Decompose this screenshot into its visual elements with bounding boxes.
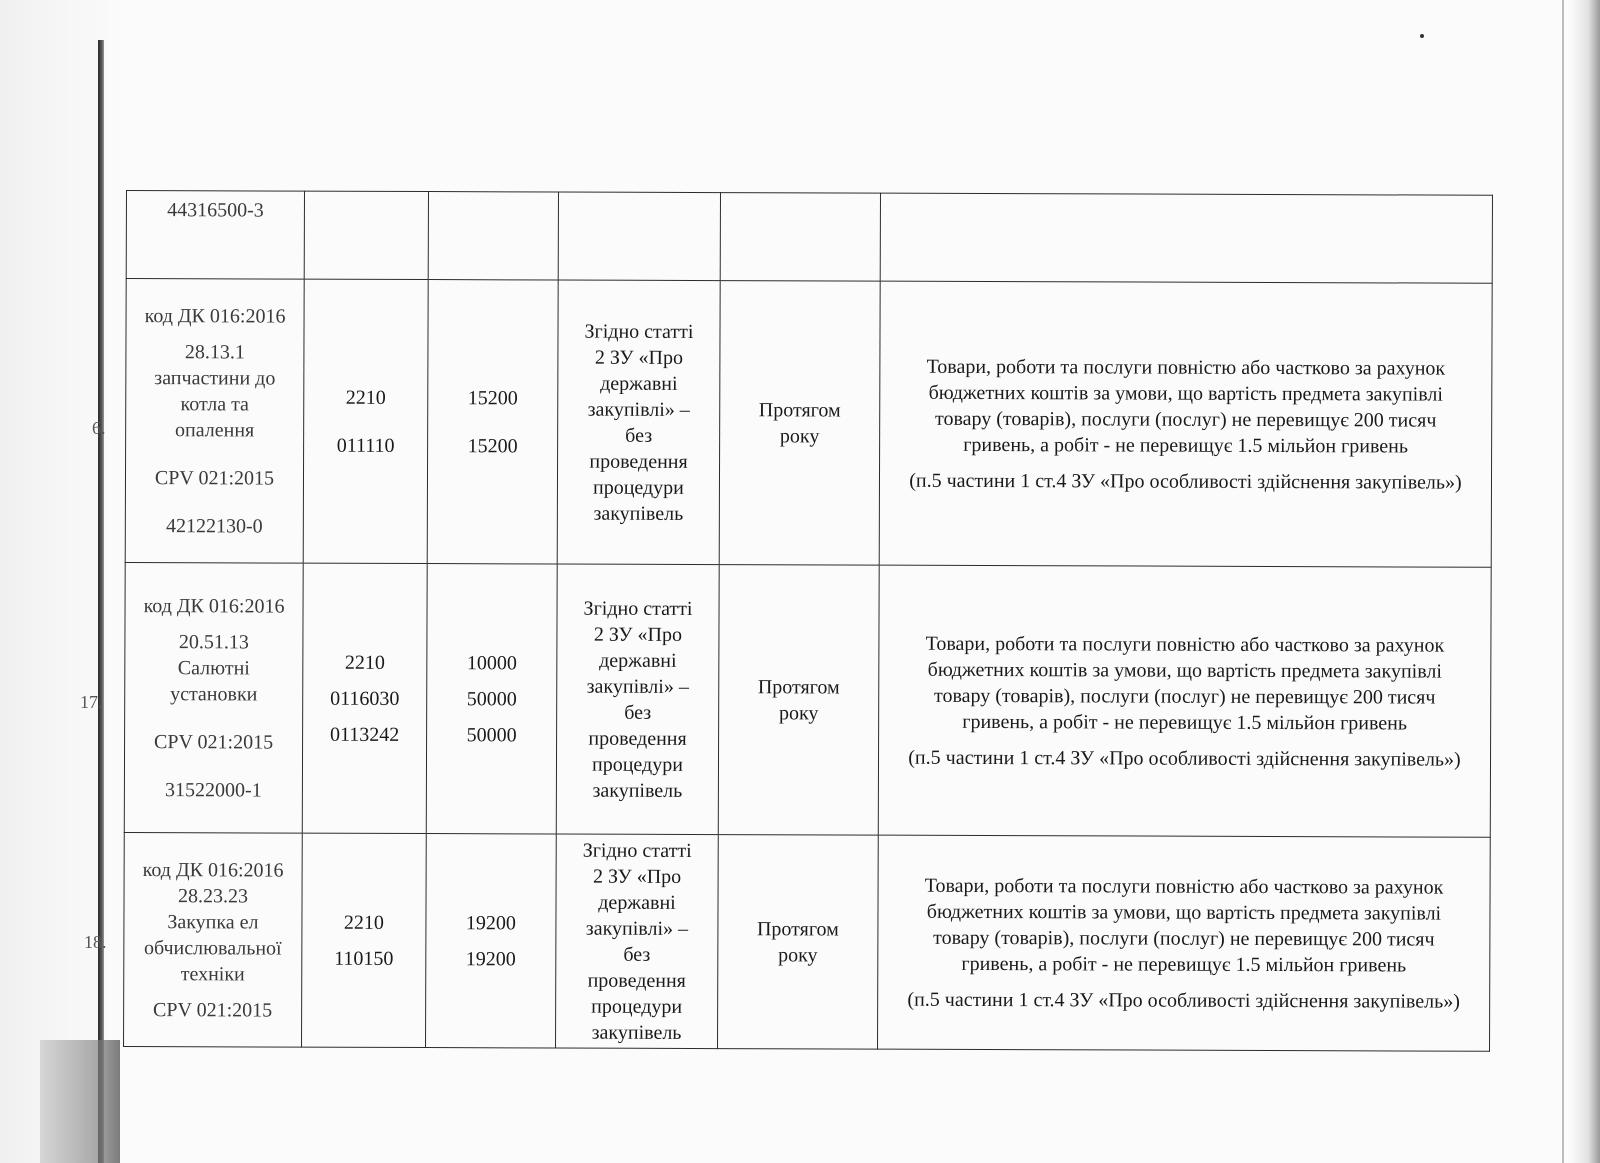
cpv-label: CPV 021:2015 xyxy=(153,998,273,1022)
kekv-code: 2210 xyxy=(344,651,385,674)
sum-cell xyxy=(426,834,557,1048)
basis-line: без xyxy=(625,424,653,447)
item-title: Салютні xyxy=(177,656,250,679)
kekv-code: 011110 xyxy=(336,434,395,457)
note-reference: (п.5 частини 1 ст.4 ЗУ «Про особливості здійснення закупівель») xyxy=(909,469,1462,494)
basis-line: Згідно статті xyxy=(583,597,693,620)
item-name-cell xyxy=(126,191,304,280)
basis-line: державні xyxy=(599,649,677,672)
dk-code: 20.51.13 xyxy=(178,630,249,653)
page-right-edge-line xyxy=(1562,0,1564,1163)
item-name-cell xyxy=(125,279,304,564)
kekv-code: 2210 xyxy=(345,386,386,409)
basis-line: проведення xyxy=(588,727,687,750)
row-number-17: 17. xyxy=(80,692,103,712)
basis-line: без xyxy=(624,701,652,724)
sum-value: 10000 xyxy=(466,651,517,674)
basis-line: 2 ЗУ «Про xyxy=(593,623,683,646)
sum-value: 15200 xyxy=(467,434,518,457)
page-right-edge xyxy=(1570,0,1600,1163)
term-line: року xyxy=(779,424,820,447)
kekv-cell xyxy=(304,191,428,279)
scan-speck xyxy=(1420,34,1424,38)
item-title: техніки xyxy=(180,962,245,985)
item-name-cell xyxy=(124,562,303,833)
term-line: Протягом xyxy=(758,398,841,421)
basis-line: закупівлі» – xyxy=(585,917,689,940)
term-line: Протягом xyxy=(757,675,840,698)
procurement-plan-table xyxy=(123,190,1493,1052)
basis-cell xyxy=(556,834,719,1049)
item-title: Закупка ел xyxy=(167,910,259,933)
dk-code-label: код ДК 016:2016 xyxy=(143,594,285,618)
basis-line: проведення xyxy=(587,969,686,992)
binding-shadow xyxy=(40,1040,120,1163)
kekv-code: 0113242 xyxy=(329,723,400,746)
sum-value: 19200 xyxy=(465,911,516,934)
basis-line: закупівель xyxy=(592,779,683,802)
kekv-code: 110150 xyxy=(334,947,394,970)
basis-line: закупівель xyxy=(593,502,684,525)
note-main: Товари, роботи та послуги повністю або частково за рахунок бюджетних коштів за умови, що вартість предмета закупівлі товару (товарів), послуги (послуг) не перевищує 200 тисяч гривень, а робіт - не перевищує 1.5 мільйон гривень xyxy=(924,874,1444,976)
item-title: опалення xyxy=(175,418,255,441)
note-main: Товари, роботи та послуги повністю або частково за рахунок бюджетних коштів за умови, що вартість предмета закупівлі товару (товарів), послуги (послуг) не перевищує 200 тисяч гривень, а робіт - не перевищує 1.5 мільйон гривень xyxy=(925,632,1445,734)
basis-line: процедури xyxy=(591,995,683,1018)
basis-line: закупівлі» – xyxy=(586,675,689,698)
term-cell xyxy=(720,193,880,282)
cpv-label: CPV 021:2015 xyxy=(153,730,274,754)
note-reference: (п.5 частини 1 ст.4 ЗУ «Про особливості здійснення закупівель») xyxy=(907,988,1460,1013)
dk-code: 28.13.1 xyxy=(184,340,245,363)
sum-cell xyxy=(426,564,557,834)
kekv-code: 2210 xyxy=(343,911,384,934)
sum-cell xyxy=(428,192,558,280)
kekv-cell xyxy=(303,279,428,563)
sum-value: 50000 xyxy=(466,687,517,710)
item-title: обчислювальної xyxy=(144,936,282,960)
item-name-cell xyxy=(124,832,303,1047)
cpv-code: 42122130-0 xyxy=(165,514,263,537)
kekv-cell xyxy=(302,563,427,833)
table-row xyxy=(125,279,1492,568)
sum-value: 19200 xyxy=(465,947,516,970)
basis-line: закупівель xyxy=(591,1021,682,1044)
cpv-label: CPV 021:2015 xyxy=(154,466,275,490)
dk-code: 28.23.23 xyxy=(177,884,249,907)
basis-cell xyxy=(557,280,720,565)
note-cell xyxy=(878,565,1491,837)
kekv-code: 0116030 xyxy=(330,687,400,710)
basis-line: 2 ЗУ «Про xyxy=(593,865,682,888)
basis-line: державні xyxy=(600,372,678,395)
item-title: установки xyxy=(170,682,258,705)
basis-line: процедури xyxy=(592,753,683,776)
table-row xyxy=(124,562,1491,837)
note-cell xyxy=(880,193,1492,283)
note-reference: (п.5 частини 1 ст.4 ЗУ «Про особливості здійснення закупівель») xyxy=(908,746,1461,771)
basis-cell xyxy=(558,192,720,281)
table-row xyxy=(126,191,1492,284)
row-number-18: 18. xyxy=(84,932,107,952)
term-cell xyxy=(719,281,880,566)
sum-cell xyxy=(427,280,558,564)
term-line: Протягом xyxy=(756,917,839,940)
note-cell xyxy=(879,281,1492,567)
table-row xyxy=(124,832,1491,1051)
note-cell xyxy=(878,835,1491,1051)
basis-line: процедури xyxy=(592,476,684,499)
term-line: року xyxy=(778,943,818,966)
note-main: Товари, роботи та послуги повністю або частково за рахунок бюджетних коштів за умови, що вартість предмета закупівлі товару (товарів), послуги (послуг) не перевищує 200 тисяч гривень, а робіт - не перевищує 1.5 мільйон гривень xyxy=(926,355,1446,457)
kekv-cell xyxy=(302,833,427,1047)
basis-line: 2 ЗУ «Про xyxy=(594,346,684,369)
cpv-code: 44316500-3 xyxy=(167,199,264,222)
cpv-code: 31522000-1 xyxy=(165,778,262,801)
basis-line: Згідно статті xyxy=(582,839,692,862)
basis-line: державні xyxy=(598,891,676,914)
sum-value: 50000 xyxy=(466,723,517,746)
dk-code-label: код ДК 016:2016 xyxy=(144,304,286,328)
term-line: року xyxy=(778,701,819,724)
binding-line xyxy=(98,40,104,1163)
basis-cell xyxy=(556,564,719,835)
term-cell xyxy=(718,565,879,836)
basis-line: закупівлі» – xyxy=(587,398,690,421)
basis-line: проведення xyxy=(589,450,688,473)
sum-value: 15200 xyxy=(467,386,518,409)
dk-code-label: код ДК 016:2016 xyxy=(142,858,284,882)
basis-line: Згідно статті xyxy=(584,320,694,343)
term-cell xyxy=(718,835,879,1050)
basis-line: без xyxy=(623,943,651,966)
item-title: котла та xyxy=(180,392,249,415)
row-number-6: 6. xyxy=(92,418,106,438)
item-title: запчастини до xyxy=(154,366,276,390)
